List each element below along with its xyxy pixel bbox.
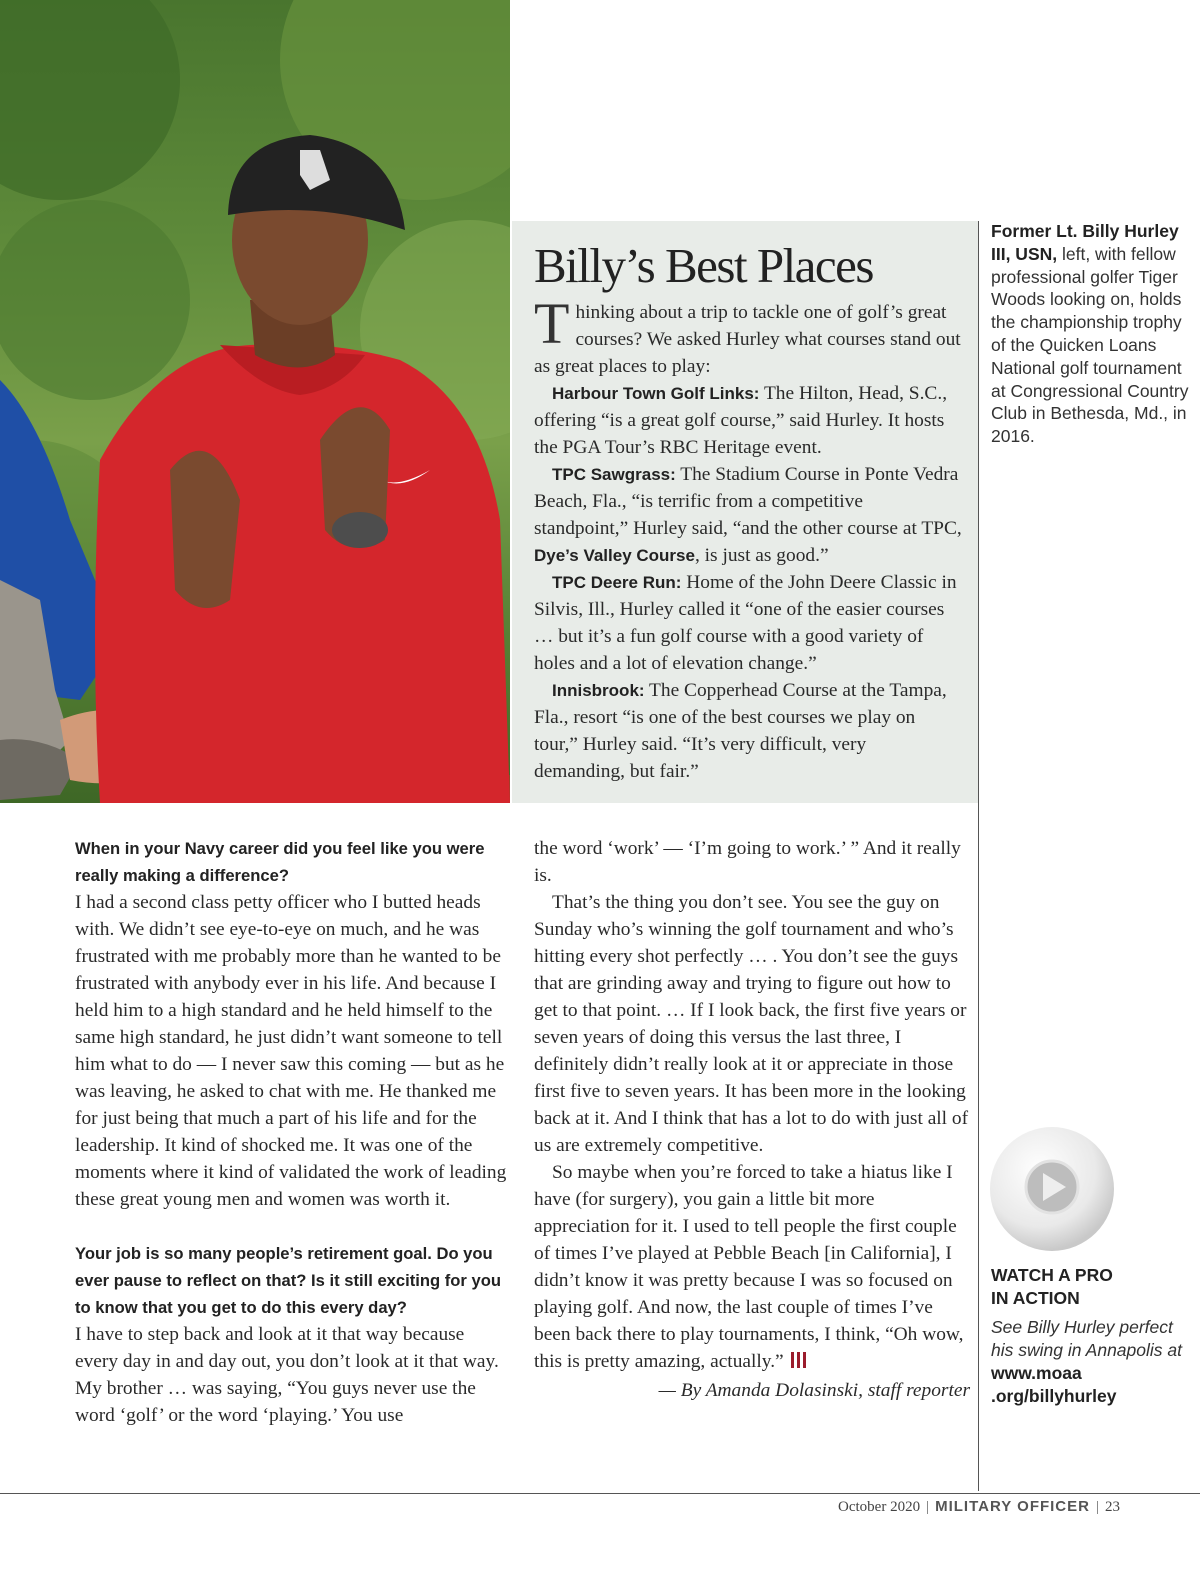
course-name: TPC Sawgrass:	[552, 465, 676, 484]
issue-date: October 2020	[838, 1499, 921, 1515]
course-description: The Hilton, Head, S.C., offering “is a great golf course,” said Hurley. It hosts the PGA Tour’s RBC Heritage event.	[534, 383, 948, 458]
caption-text: left, with fellow professional golfer Tiger Woods looking on, holds the championship trophy of the Quicken Loans National golf tournament at Congressional Country Club in Bethesda, Md., in 2016.	[991, 243, 1189, 447]
watch-body: See Billy Hurley perfect his swing in Annapolis at	[991, 1317, 1182, 1360]
course-description: The Stadium Course in Ponte Vedra Beach, Fla., “is terrific from a competitive standpoint,” Hurley said, “and the other course at TPC,	[534, 464, 962, 539]
watch-promo	[991, 1264, 1191, 1408]
photo-illustration	[0, 0, 510, 803]
caption-lead: Former Lt. Billy Hurley III, USN,	[991, 221, 1179, 264]
course-name: TPC Deere Run:	[552, 573, 682, 592]
sidebar-entry	[534, 569, 962, 677]
article-paragraph	[534, 1159, 970, 1375]
sidebar-entry	[534, 461, 962, 569]
article-paragraph-text: So maybe when you’re forced to take a hiatus like I have (for surgery), you gain a little bit more appreciation for it. I used to tell people the first couple of times I’ve played at Pebble Beach [in California], I didn’t know it was pretty because I was so focused on playing golf. And now, the last couple of times I’ve been back there to play tournaments, I think, “Oh wow, this is pretty amazing, actually.”	[534, 1162, 964, 1372]
column-divider	[978, 221, 979, 1491]
sidebar-entry	[534, 677, 962, 785]
watch-title-line1: WATCH A PRO	[991, 1265, 1113, 1285]
page-footer: October 2020 | MILITARY OFFICER | 23	[838, 1498, 1120, 1515]
article-column-1	[75, 835, 511, 1429]
sidebar-intro-text: hinking about a trip to tackle one of golf’s great courses? We asked Hurley what courses stand out as great places to play:	[534, 302, 961, 377]
drop-cap: T	[534, 291, 570, 356]
video-link-part2[interactable]: .org/billyhurley	[991, 1386, 1117, 1406]
footer-rule	[0, 1493, 1200, 1494]
interview-question: When in your Navy career did you feel like you were really making a difference?	[75, 839, 485, 885]
sidebar-title: Billy’s Best Places	[534, 238, 873, 293]
article-byline: — By Amanda Dolasinski, staff reporter	[658, 1380, 970, 1401]
photo-caption	[991, 220, 1191, 448]
video-link-part1[interactable]: www.moaa	[991, 1363, 1082, 1383]
interview-answer: I had a second class petty officer who I butted heads with. We didn’t see eye-to-eye on much, and he was frustrated with me probably more than he wanted to be frustrated with anybody ever in his life. And because I held him to a high standard and he held himself to the same high standard, he just didn’t want someone to tell him what to do — I never saw this coming — but as he was leaving, he asked to chat with me. He thanked me for just being that much a part of his life and for the leadership. It kind of shocked me. It was one of the moments where it kind of validated the work of leading these great young men and women was worth it.	[75, 892, 507, 1210]
end-mark-icon	[790, 1351, 808, 1369]
best-places-sidebar	[512, 221, 978, 803]
article-paragraph: That’s the thing you don’t see. You see the guy on Sunday who’s winning the golf tournament and who’s hitting every shot perfectly … . You don’t see the guys that are grinding away and trying to figure out how to get to that point. … If I look back, the first five years or seven years of doing this versus the last three, I definitely didn’t really look at it or appreciate in those first five to seven years. It has been more in the looking back at it. And I think that has a lot to do with just all of us are extremely competitive.	[534, 892, 969, 1156]
page-number: 23	[1105, 1499, 1120, 1515]
course-name: Innisbrook:	[552, 681, 645, 700]
interview-answer-continued: the word ‘work’ — ‘I’m going to work.’ ” And it really is.	[534, 838, 961, 886]
article-column-2	[534, 835, 970, 1404]
play-video-icon[interactable]	[988, 1125, 1116, 1253]
watch-title-line2: IN ACTION	[991, 1288, 1080, 1308]
sidebar-intro	[534, 291, 962, 380]
feature-photo	[0, 0, 510, 803]
course-description: Home of the John Deere Classic in Silvis, Ill., Hurley called it “one of the easier courses … but it’s a fun golf course with a good variety of holes and a lot of elevation change.”	[534, 572, 957, 674]
magazine-name: MILITARY OFFICER	[935, 1498, 1090, 1515]
course-description: The Copperhead Course at the Tampa, Fla., resort “is one of the best courses we play on tour,” Hurley said. “It’s very difficult, very demanding, but fair.”	[534, 680, 947, 782]
course-name-inline: Dye’s Valley Course	[534, 546, 695, 565]
sidebar-entry	[534, 380, 962, 461]
interview-answer: I have to step back and look at it that way because every day in and day out, you don’t look at it that way. My brother … was saying, “You guys never use the word ‘golf’ or the word ‘playing.’ You use	[75, 1324, 499, 1426]
interview-question: Your job is so many people’s retirement goal. Do you ever pause to reflect on that? Is it still exciting for you to know that you get to do this every day?	[75, 1244, 501, 1317]
course-description: , is just as good.”	[694, 545, 829, 566]
course-name: Harbour Town Golf Links:	[552, 384, 760, 403]
